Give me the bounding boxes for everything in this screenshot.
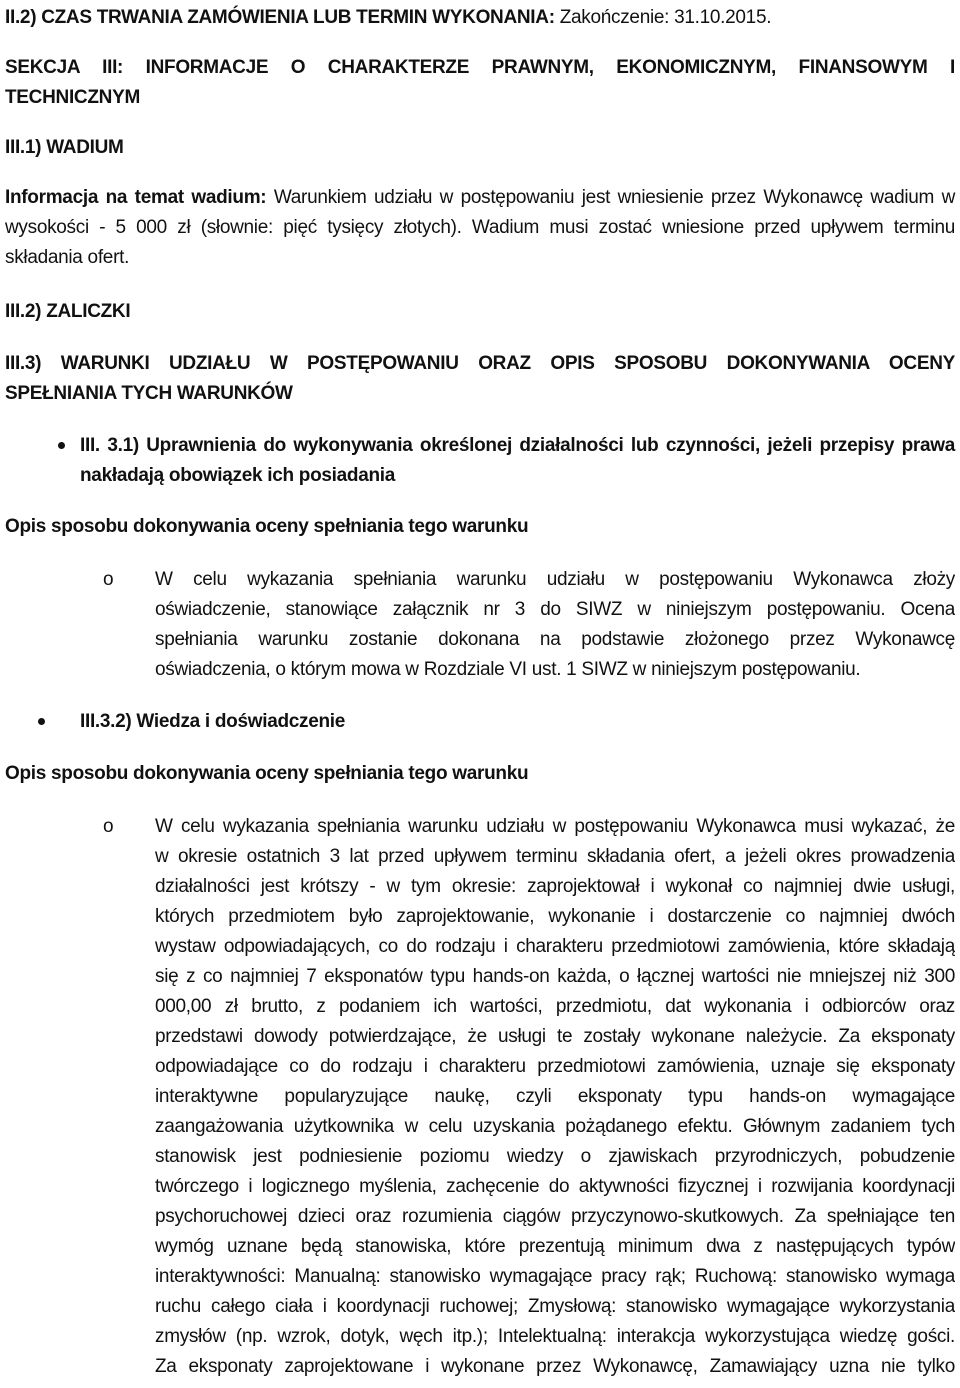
item2-line: psychoruchowej dzieci oraz rozumienia ciągów przyczynowo-skutkowych. Za spełniające ten — [155, 1206, 955, 1227]
item2-paragraph — [155, 812, 955, 1382]
item2-line: ruchu całego ciała i koordynacji ruchowej; Zmysłową: stanowisko wymagające wykorzystania — [155, 1296, 955, 1317]
item2-title: III.3.2) Wiedza i doświadczenie — [80, 711, 346, 732]
item1-line: oświadczenia, o którym mowa w Rozdziale VI ust. 1 SIWZ w niniejszym postępowaniu. — [155, 659, 861, 680]
bullet-dot — [58, 442, 65, 449]
item1-title-line1: III. 3.1) Uprawnienia do wykonywania określonej działalności lub czynności, jeżeli przepisy prawa — [80, 435, 955, 456]
wadium-line3: składania ofert. — [5, 247, 130, 268]
wadium-info-label: Informacja na temat wadium: — [5, 187, 267, 208]
wadium-line1 — [5, 186, 955, 210]
item2-line: Za eksponaty zaprojektowane i wykonane przez Wykonawcę, Zamawiający uzna nie tylko — [155, 1356, 955, 1377]
item2-line: wystaw odpowiadających, co do rodzaju i charakteru przedmiotowi zamówienia, które składają — [155, 936, 955, 957]
item2-line: interaktywne popularyzujące naukę, czyli eksponaty typu hands-on wymagające — [155, 1086, 955, 1107]
item2-line: 000,00 zł brutto, z podaniem ich wartości, przedmiotu, dat wykonania i odbiorców oraz — [155, 996, 955, 1017]
item1-bullet: o — [103, 569, 114, 590]
warunki-heading-line2: SPEŁNIANIA TYCH WARUNKÓW — [5, 383, 293, 404]
duration-value: Zakończenie: 31.10.2015. — [554, 7, 772, 28]
item2-line: działalności jest krótszy - w tym okresie: zaprojektował i wykonał co najmniej dwie usługi, — [155, 876, 955, 897]
completion-line — [5, 6, 771, 30]
duration-label: II.2) CZAS TRWANIA ZAMÓWIENIA LUB TERMIN WYKONANIA: — [5, 7, 555, 28]
item2-opis-heading: Opis sposobu dokonywania oceny spełniania tego warunku — [5, 763, 529, 784]
item2-line: odpowiadające co do rodzaju i charakteru przedmiotowi zamówienia, uznaje się eksponaty — [155, 1056, 955, 1077]
item2-line: w okresie ostatnich 3 lat przed upływem terminu składania ofert, a jeżeli okres prowadzenia — [155, 846, 955, 867]
item2-line: interaktywności: Manualną: stanowisko wymagające pracy rąk; Ruchową: stanowisko wymaga — [155, 1266, 955, 1287]
item2-line: twórczego i logicznego myślenia, zachęcenie do aktywności fizycznej i rozwijania koordynacji — [155, 1176, 955, 1197]
item1-opis-heading: Opis sposobu dokonywania oceny spełniania tego warunku — [5, 516, 529, 537]
item2-line: których przedmiotem było zaprojektowanie, wykonanie i dostarczenie co najmniej dwóch — [155, 906, 955, 927]
section-iii-title-line2: TECHNICZNYM — [5, 87, 140, 108]
section-iii-title-line1: SEKCJA III: INFORMACJE O CHARAKTERZE PRAWNYM, EKONOMICZNYM, FINANSOWYM I — [5, 57, 955, 78]
item1-line: oświadczenie, stanowiące załącznik nr 3 do SIWZ w niniejszym postępowaniu. Ocena — [155, 599, 955, 620]
bullet-dot — [38, 718, 45, 725]
wadium-line2: wysokości - 5 000 zł (słownie: pięć tysięcy złotych). Wadium musi zostać wniesione przed upływem terminu — [5, 217, 955, 238]
item2-bullet: o — [103, 816, 114, 837]
item2-line: się z co najmniej 7 eksponatów typu hands-on każda, o łącznej wartości nie mniejszej niż 300 — [155, 966, 955, 987]
item2-line: przedstawi dowody potwierdzające, że usługi te zostały wykonane należycie. Za eksponaty — [155, 1026, 955, 1047]
wadium-line1-text: Warunkiem udziału w postępowaniu jest wniesienie przez Wykonawcę wadium w — [266, 187, 955, 208]
item1-line: spełniania warunku zostanie dokonana na podstawie złożonego przez Wykonawcę — [155, 629, 955, 650]
item2-line: wymóg uznane będą stanowiska, które prezentują minimum dwa z następujących typów — [155, 1236, 955, 1257]
item1-line: W celu wykazania spełniania warunku udziału w postępowaniu Wykonawca złoży — [155, 569, 955, 590]
item2-line: zmysłów (np. wzrok, dotyk, węch itp.); Intelektualną: interakcja wykorzystująca wiedzę gości. — [155, 1326, 955, 1347]
zaliczki-heading: III.2) ZALICZKI — [5, 301, 131, 322]
item1-title-line2: nakładają obowiązek ich posiadania — [80, 465, 396, 486]
item1-paragraph — [155, 565, 955, 685]
wadium-heading: III.1) WADIUM — [5, 137, 124, 158]
item2-line: zaangażowania użytkownika w celu uzyskania pożądanego efektu. Głównym zadaniem tych — [155, 1116, 955, 1137]
item2-line: W celu wykazania spełniania warunku udziału w postępowaniu Wykonawca musi wykazać, że — [155, 816, 955, 837]
item2-line: stanowisk jest podniesienie poziomu wiedzy o zjawiskach przyrodniczych, pobudzenie — [155, 1146, 955, 1167]
warunki-heading-line1: III.3) WARUNKI UDZIAŁU W POSTĘPOWANIU ORAZ OPIS SPOSOBU DOKONYWANIA OCENY — [5, 353, 955, 374]
